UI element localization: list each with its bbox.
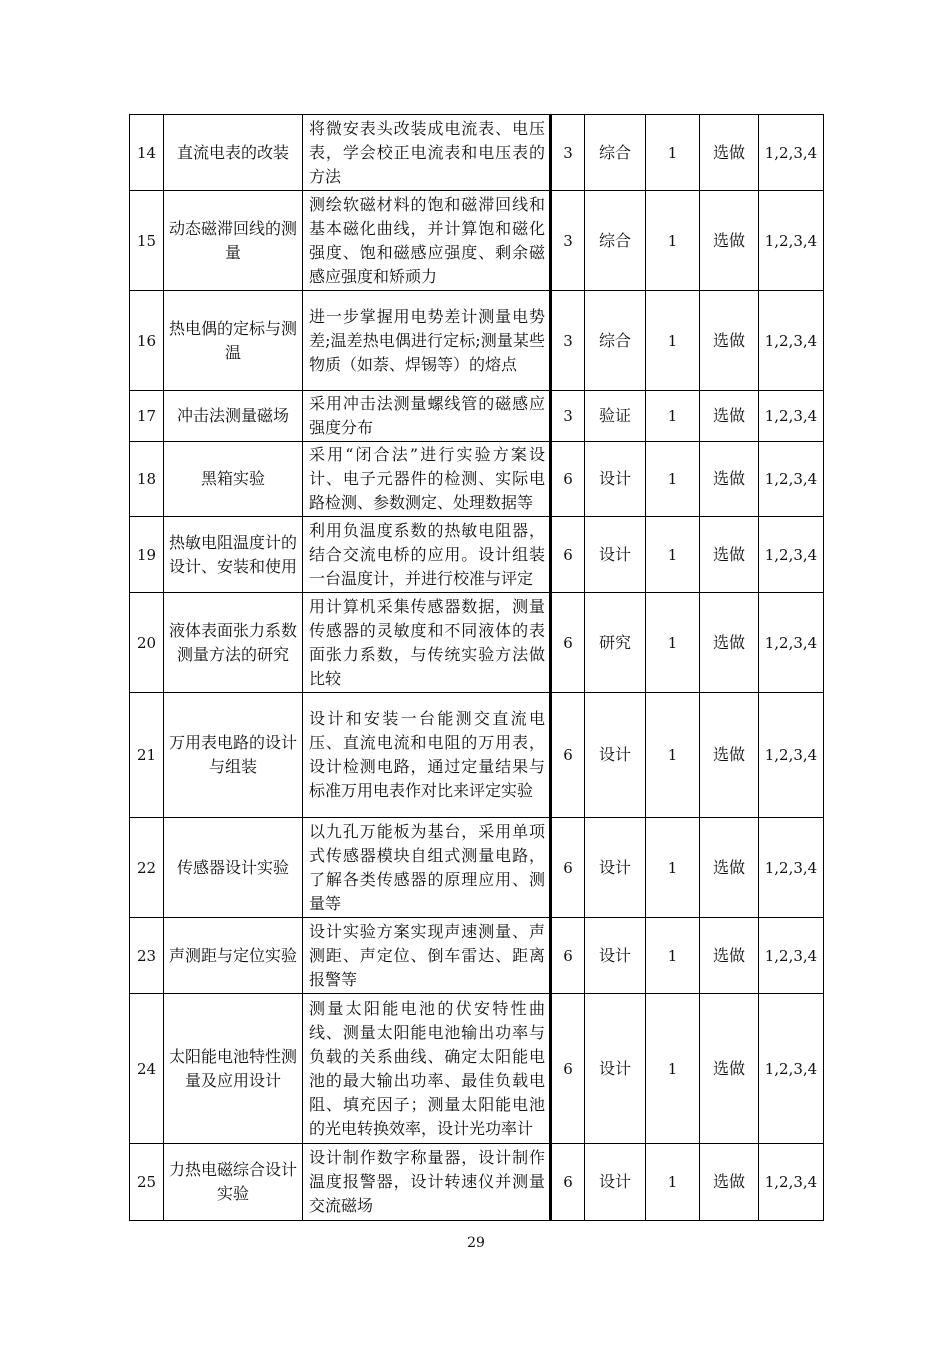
course-objectives-cell: 1,2,3,4 xyxy=(759,291,824,391)
class-hours-cell: 6 xyxy=(551,818,585,918)
experiment-description-cell: 利用负温度系数的热敏电阻器，结合交流电桥的应用。设计组装一台温度计，并进行校准与评定 xyxy=(303,517,551,593)
course-objectives-cell: 1,2,3,4 xyxy=(759,818,824,918)
row-number-cell: 17 xyxy=(130,391,164,442)
table-row xyxy=(130,1144,824,1221)
persons-per-group-cell: 1 xyxy=(646,593,700,693)
experiment-name-cell: 液体表面张力系数测量方法的研究 xyxy=(164,593,303,693)
row-number-cell: 21 xyxy=(130,693,164,818)
requirement-cell: 选做 xyxy=(700,918,759,994)
requirement-cell: 选做 xyxy=(700,994,759,1144)
persons-per-group-cell: 1 xyxy=(646,818,700,918)
table-body xyxy=(130,115,824,1221)
persons-per-group-cell: 1 xyxy=(646,442,700,517)
class-hours-cell: 6 xyxy=(551,442,585,517)
persons-per-group-cell: 1 xyxy=(646,191,700,291)
experiment-type-cell: 设计 xyxy=(585,693,646,818)
class-hours-cell: 6 xyxy=(551,918,585,994)
class-hours-cell: 6 xyxy=(551,994,585,1144)
experiment-description-cell: 采用“闭合法”进行实验方案设计、电子元器件的检测、实际电路检测、参数测定、处理数据等 xyxy=(303,442,551,517)
experiment-name-cell: 冲击法测量磁场 xyxy=(164,391,303,442)
experiment-name-cell: 动态磁滞回线的测量 xyxy=(164,191,303,291)
row-number-cell: 23 xyxy=(130,918,164,994)
persons-per-group-cell: 1 xyxy=(646,918,700,994)
experiment-name-cell: 黑箱实验 xyxy=(164,442,303,517)
table-row xyxy=(130,291,824,391)
table-row xyxy=(130,517,824,593)
class-hours-cell: 6 xyxy=(551,517,585,593)
experiment-description-cell: 将微安表头改装成电流表、电压表，学会校正电流表和电压表的方法 xyxy=(303,115,551,191)
requirement-cell: 选做 xyxy=(700,291,759,391)
requirement-cell: 选做 xyxy=(700,1144,759,1221)
class-hours-cell: 3 xyxy=(551,291,585,391)
requirement-cell: 选做 xyxy=(700,391,759,442)
row-number-cell: 22 xyxy=(130,818,164,918)
table-row xyxy=(130,115,824,191)
experiment-description-cell: 设计和安装一台能测交直流电压、直流电流和电阻的万用表，设计检测电路，通过定量结果与标准万用电表作对比来评定实验 xyxy=(303,693,551,818)
experiment-name-cell: 直流电表的改装 xyxy=(164,115,303,191)
experiment-name-cell: 太阳能电池特性测量及应用设计 xyxy=(164,994,303,1144)
course-objectives-cell: 1,2,3,4 xyxy=(759,115,824,191)
requirement-cell: 选做 xyxy=(700,442,759,517)
persons-per-group-cell: 1 xyxy=(646,391,700,442)
table-row xyxy=(130,918,824,994)
row-number-cell: 20 xyxy=(130,593,164,693)
experiment-description-cell: 设计制作数字称量器，设计制作温度报警器，设计转速仪并测量交流磁场 xyxy=(303,1144,551,1221)
requirement-cell: 选做 xyxy=(700,818,759,918)
experiment-type-cell: 验证 xyxy=(585,391,646,442)
table-row xyxy=(130,994,824,1144)
row-number-cell: 24 xyxy=(130,994,164,1144)
requirement-cell: 选做 xyxy=(700,693,759,818)
experiment-name-cell: 万用表电路的设计与组装 xyxy=(164,693,303,818)
row-number-cell: 14 xyxy=(130,115,164,191)
persons-per-group-cell: 1 xyxy=(646,517,700,593)
persons-per-group-cell: 1 xyxy=(646,994,700,1144)
experiment-name-cell: 传感器设计实验 xyxy=(164,818,303,918)
experiment-description-cell: 进一步掌握用电势差计测量电势差;温差热电偶进行定标;测量某些物质（如萘、焊锡等）的熔点 xyxy=(303,291,551,391)
experiment-type-cell: 设计 xyxy=(585,818,646,918)
course-objectives-cell: 1,2,3,4 xyxy=(759,593,824,693)
row-number-cell: 16 xyxy=(130,291,164,391)
row-number-cell: 18 xyxy=(130,442,164,517)
persons-per-group-cell: 1 xyxy=(646,291,700,391)
requirement-cell: 选做 xyxy=(700,517,759,593)
class-hours-cell: 6 xyxy=(551,693,585,818)
class-hours-cell: 3 xyxy=(551,115,585,191)
experiment-name-cell: 力热电磁综合设计实验 xyxy=(164,1144,303,1221)
experiment-table xyxy=(129,114,824,1221)
experiment-type-cell: 设计 xyxy=(585,994,646,1144)
course-objectives-cell: 1,2,3,4 xyxy=(759,693,824,818)
experiment-name-cell: 热敏电阻温度计的设计、安装和使用 xyxy=(164,517,303,593)
persons-per-group-cell: 1 xyxy=(646,693,700,818)
row-number-cell: 15 xyxy=(130,191,164,291)
table-row xyxy=(130,818,824,918)
course-objectives-cell: 1,2,3,4 xyxy=(759,191,824,291)
experiment-description-cell: 以九孔万能板为基台，采用单项式传感器模块自组式测量电路，了解各类传感器的原理应用、测量等 xyxy=(303,818,551,918)
experiment-name-cell: 声测距与定位实验 xyxy=(164,918,303,994)
class-hours-cell: 3 xyxy=(551,391,585,442)
table-row xyxy=(130,391,824,442)
course-objectives-cell: 1,2,3,4 xyxy=(759,442,824,517)
requirement-cell: 选做 xyxy=(700,593,759,693)
experiment-description-cell: 测量太阳能电池的伏安特性曲线、测量太阳能电池输出功率与负载的关系曲线、确定太阳能电池的最大输出功率、最佳负载电阻、填充因子；测量太阳能电池的光电转换效率，设计光功率计 xyxy=(303,994,551,1144)
experiment-description-cell: 用计算机采集传感器数据，测量传感器的灵敏度和不同液体的表面张力系数，与传统实验方法做比较 xyxy=(303,593,551,693)
table-row xyxy=(130,693,824,818)
course-objectives-cell: 1,2,3,4 xyxy=(759,517,824,593)
requirement-cell: 选做 xyxy=(700,191,759,291)
course-objectives-cell: 1,2,3,4 xyxy=(759,994,824,1144)
experiment-type-cell: 综合 xyxy=(585,115,646,191)
course-objectives-cell: 1,2,3,4 xyxy=(759,391,824,442)
table-row xyxy=(130,191,824,291)
experiment-type-cell: 设计 xyxy=(585,918,646,994)
table-row xyxy=(130,442,824,517)
persons-per-group-cell: 1 xyxy=(646,115,700,191)
experiment-type-cell: 综合 xyxy=(585,191,646,291)
class-hours-cell: 6 xyxy=(551,1144,585,1221)
page-number: 29 xyxy=(467,1235,485,1251)
row-number-cell: 19 xyxy=(130,517,164,593)
class-hours-cell: 6 xyxy=(551,593,585,693)
experiment-name-cell: 热电偶的定标与测温 xyxy=(164,291,303,391)
experiment-description-cell: 测绘软磁材料的饱和磁滞回线和基本磁化曲线，并计算饱和磁化强度、饱和磁感应强度、剩余磁感应强度和矫顽力 xyxy=(303,191,551,291)
experiment-type-cell: 综合 xyxy=(585,291,646,391)
experiment-description-cell: 采用冲击法测量螺线管的磁感应强度分布 xyxy=(303,391,551,442)
row-number-cell: 25 xyxy=(130,1144,164,1221)
experiment-type-cell: 设计 xyxy=(585,517,646,593)
experiment-type-cell: 研究 xyxy=(585,593,646,693)
class-hours-cell: 3 xyxy=(551,191,585,291)
course-objectives-cell: 1,2,3,4 xyxy=(759,918,824,994)
experiment-type-cell: 设计 xyxy=(585,442,646,517)
experiment-type-cell: 设计 xyxy=(585,1144,646,1221)
experiment-description-cell: 设计实验方案实现声速测量、声测距、声定位、倒车雷达、距离报警等 xyxy=(303,918,551,994)
course-objectives-cell: 1,2,3,4 xyxy=(759,1144,824,1221)
persons-per-group-cell: 1 xyxy=(646,1144,700,1221)
table-row xyxy=(130,593,824,693)
requirement-cell: 选做 xyxy=(700,115,759,191)
